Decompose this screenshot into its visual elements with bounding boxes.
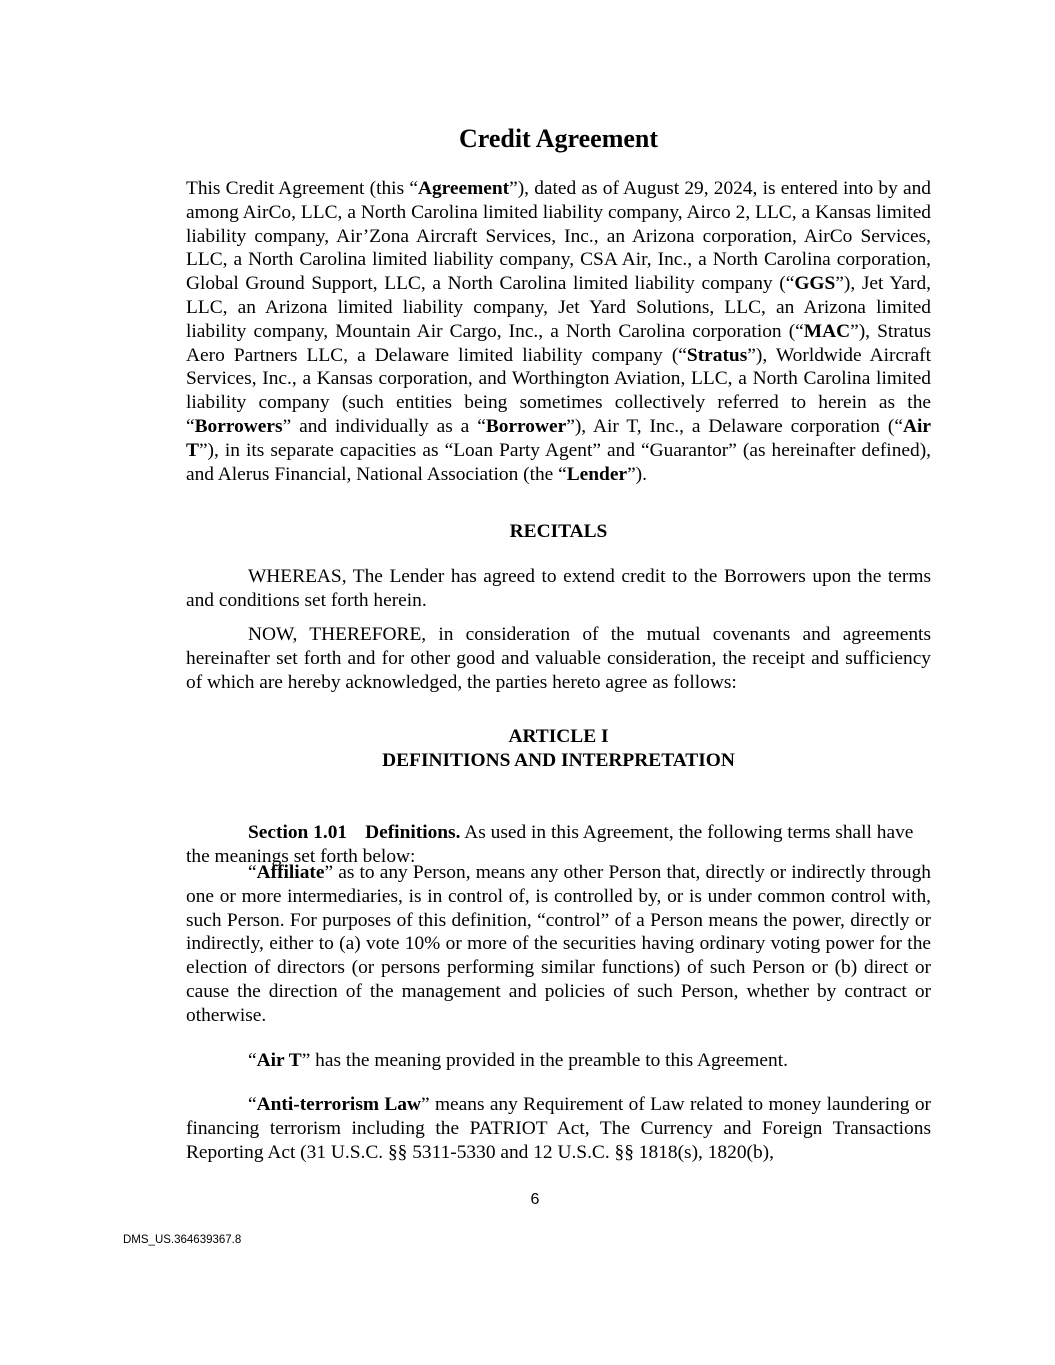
- text-segment: ” and individually as a “: [282, 415, 486, 437]
- whereas-paragraph: [186, 565, 931, 613]
- document-id-footer: DMS_US.364639367.8: [123, 1234, 242, 1246]
- text-segment: This Credit Agreement (this “: [186, 178, 418, 199]
- section-title: Definitions.: [365, 822, 461, 843]
- section-number: Section 1.01: [248, 822, 348, 843]
- definition-affiliate: [186, 861, 931, 1028]
- text-segment: ”).: [627, 463, 647, 485]
- defined-term: Anti-terrorism Law: [256, 1094, 421, 1115]
- text-segment: ”), dated as of August 29, 2024, is entered into by and among AirCo, LLC, a North Carolina limited liability company, Airco 2, LLC, a Kansas limited liability company, Air’Zona Aircraft Services, Inc., an Arizona corporation, AirCo Services, LLC, a North Carolina limited liability company, CSA Air, Inc., a North Carolina corporation, Global Ground Support, LLC, a North Carolina limited liability company (“: [186, 178, 931, 295]
- defined-term: Air T: [186, 415, 931, 461]
- now-therefore-paragraph: [186, 623, 931, 694]
- defined-term: Stratus: [686, 344, 748, 366]
- preamble-paragraph: [186, 177, 931, 486]
- section-text: As used in this Agreement, the following terms shall have the meanings set forth below:: [186, 822, 914, 867]
- defined-term: Agreement: [417, 178, 510, 199]
- text-segment: ”), Stratus Aero Partners LLC, a Delaware limited liability company (“: [186, 320, 931, 366]
- defined-term: Borrower: [485, 415, 567, 437]
- defined-term: Air T: [256, 1050, 302, 1071]
- defined-term: Lender: [566, 463, 628, 485]
- defined-term: MAC: [803, 320, 851, 342]
- text-segment: ” means any Requirement of Law related to money laundering or financing terrorism including the PATRIOT Act, The Currency and Foreign Transactions Reporting Act (31 U.S.C. §§ 5311-5330 and 12 U.S.C. §§ 1818(s), 1820(b),: [186, 1094, 931, 1163]
- text-segment: WHEREAS, The Lender has agreed to extend credit to the Borrowers upon the terms and conditions set forth herein.: [186, 566, 931, 611]
- defined-term: Affiliate: [256, 862, 325, 883]
- text-segment: ” as to any Person, means any other Person that, directly or indirectly through one or more intermediaries, is in control of, is controlled by, or is under common control with, such Person. For purposes of this definition, “control” of a Person means the power, directly or indirectly, either to (a) vote 10% or more of the securities having ordinary voting power for the election of directors (or persons performing similar functions) of such Person or (b) direct or cause the direction of the management and policies of such Person, whether by contract or otherwise.: [186, 862, 931, 1026]
- article-heading: ARTICLE I: [508, 726, 609, 747]
- defined-term: GGS: [794, 273, 836, 295]
- text-segment: ”), Jet Yard, LLC, an Arizona limited liability company, Jet Yard Solutions, LLC, an Arizona limited liability company, Mountain Air Cargo, Inc., a North Carolina corporation (“: [186, 273, 931, 342]
- recitals-heading: RECITALS: [509, 521, 608, 542]
- definition-anti-terrorism-law: [186, 1093, 931, 1164]
- text-segment: ”), in its separate capacities as “Loan Party Agent” and “Guarantor” (as hereinafter defined), and Alerus Financial, National Association (the “: [186, 439, 931, 485]
- text-segment: ”), Air T, Inc., a Delaware corporation (“: [566, 415, 903, 437]
- defined-term: Borrowers: [194, 415, 283, 437]
- definition-air-t: [186, 1049, 931, 1073]
- article-title: DEFINITIONS AND INTERPRETATION: [382, 750, 735, 771]
- text-segment: “: [248, 862, 257, 883]
- text-segment: “: [248, 1094, 257, 1115]
- text-segment: ”), Worldwide Aircraft Services, Inc., a Kansas corporation, and Worthington Aviation, LLC, a North Carolina limited liability company (such entities being sometimes collectively referred to herein as the “: [186, 344, 931, 437]
- text-segment: NOW, THEREFORE, in consideration of the mutual covenants and agreements hereinafter set forth and for other good and valuable consideration, the receipt and sufficiency of which are hereby acknowledged, the parties hereto agree as follows:: [186, 624, 931, 693]
- document-title: Credit Agreement: [458, 124, 659, 153]
- text-segment: ” has the meaning provided in the preamble to this Agreement.: [301, 1050, 788, 1071]
- page-number: 6: [530, 1191, 540, 1208]
- text-segment: “: [248, 1050, 257, 1071]
